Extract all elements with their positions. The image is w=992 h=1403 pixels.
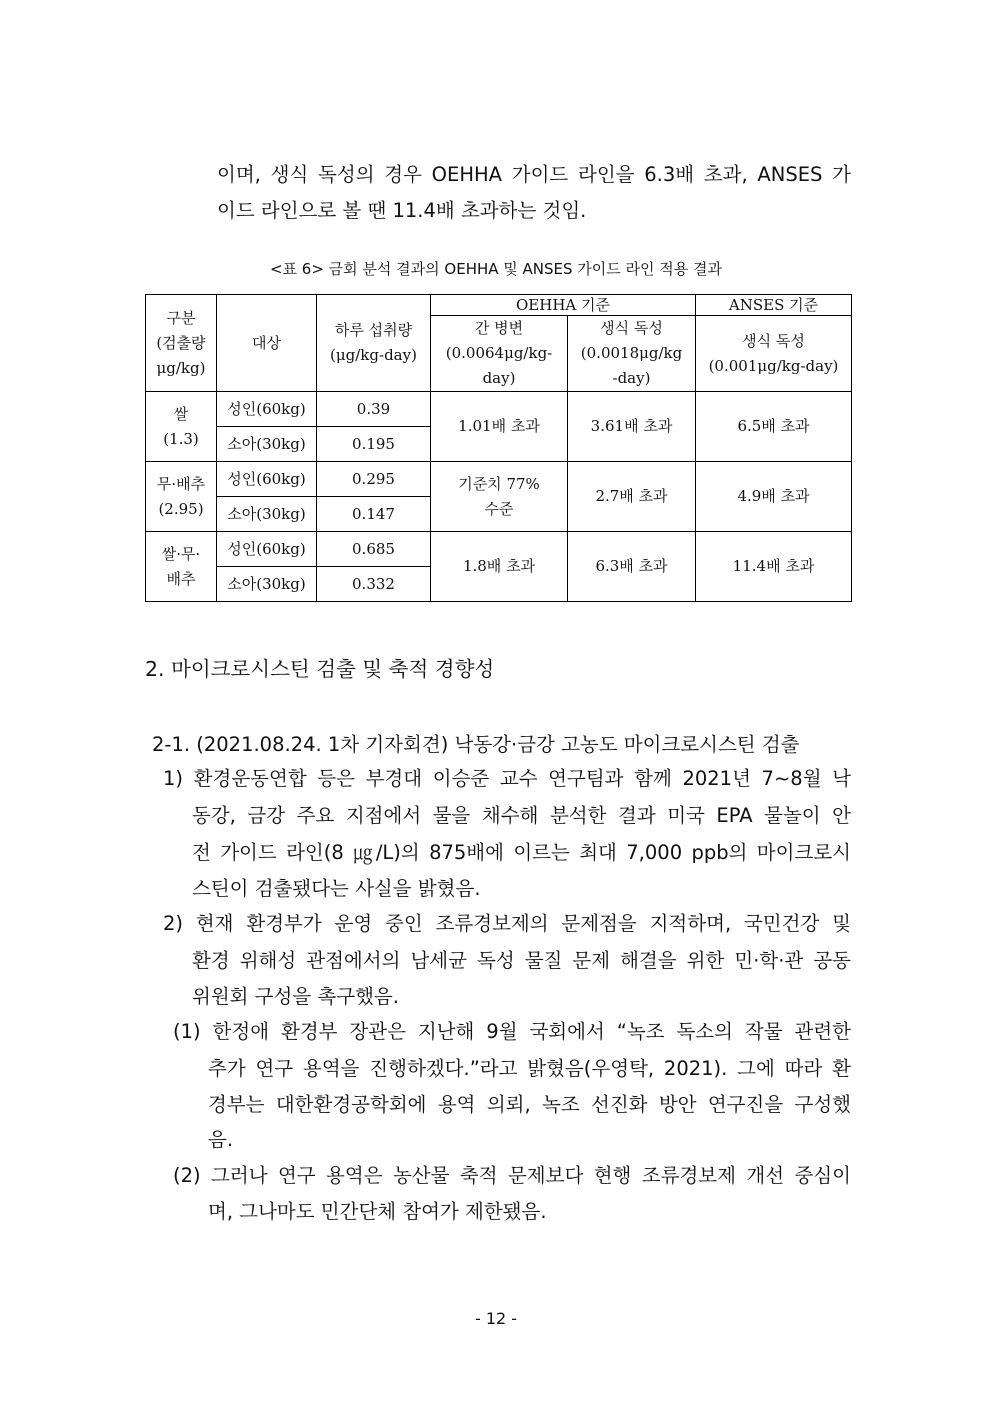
item-2-line-1: 2) 현재 환경부가 운영 중인 조류경보제의 문제점을 지적하며, 국민건강 및 [163,912,851,935]
liver-cell: 1.8배 초과 [431,532,568,602]
item-2-line-2: 환경 위해성 관점에서의 남세균 독성 물질 문제 해결을 위한 민·학·관 공동 [192,949,851,972]
target-cell: 성인(60kg) [217,462,317,497]
target-cell: 소아(30kg) [217,427,317,462]
intro-line-2: 이드 라인으로 볼 땐 11.4배 초과하는 것임. [217,199,587,222]
category-cell: 무·배추 (2.95) [146,462,217,532]
anses-cell: 4.9배 초과 [696,462,852,532]
repro-cell: 3.61배 초과 [568,392,696,462]
repro-cell: 2.7배 초과 [568,462,696,532]
item-1-line-2: 동강, 금강 주요 지점에서 물을 채수해 분석한 결과 미국 EPA 물놀이 안 [192,804,851,827]
header-oehha: OEHHA 기준 [431,295,696,316]
item-2-line-3: 위원회 구성을 촉구했음. [192,985,399,1008]
table-row [146,462,852,497]
category-cell: 쌀 (1.3) [146,392,217,462]
liver-cell: 기준치 77% 수준 [431,462,568,532]
sub-1-line-1: (1) 한정애 환경부 장관은 지난해 9월 국회에서 “녹조 독소의 작물 관련한 [173,1020,851,1043]
item-1-line-1: 1) 환경운동연합 등은 부경대 이승준 교수 연구팀과 함께 2021년 7~8월 낙 [163,767,851,790]
sub-2-line-2: 며, 그나마도 민간단체 참여가 제한됐음. [208,1200,547,1223]
page-number: - 12 - [474,1309,518,1328]
header-liver: 간 병변 (0.0064μg/kg- day) [431,316,568,392]
anses-cell: 6.5배 초과 [696,392,852,462]
item-1-line-4: 스틴이 검출됐다는 사실을 밝혔음. [192,877,481,900]
anses-cell: 11.4배 초과 [696,532,852,602]
target-cell: 성인(60kg) [217,532,317,567]
category-cell: 쌀·무· 배추 [146,532,217,602]
guideline-table [145,294,852,602]
table-row [146,392,852,427]
intake-cell: 0.147 [317,497,431,532]
intake-cell: 0.39 [317,392,431,427]
table-row [146,532,852,567]
sub-1-line-3: 경부는 대한환경공학회에 용역 의뢰, 녹조 선진화 방안 연구진을 구성했 [208,1093,851,1116]
repro-cell: 6.3배 초과 [568,532,696,602]
liver-cell: 1.01배 초과 [431,392,568,462]
header-repro: 생식 독성 (0.0018μg/kg -day) [568,316,696,392]
subheading: 2-1. (2021.08.24. 1차 기자회견) 낙동강·금강 고농도 마이크로시스틴 검출 [152,733,800,756]
intake-cell: 0.685 [317,532,431,567]
intro-line-1: 이며, 생식 독성의 경우 OEHHA 가이드 라인을 6.3배 초과, ANSES 가 [217,163,851,186]
header-category: 구분 (검출량 μg/kg) [146,295,217,392]
sub-1-line-4: 음. [208,1128,234,1151]
target-cell: 성인(60kg) [217,392,317,427]
header-intake: 하루 섭취량 (μg/kg-day) [317,295,431,392]
intake-cell: 0.195 [317,427,431,462]
sub-2-line-1: (2) 그러나 연구 용역은 농산물 축적 문제보다 현행 조류경보제 개선 중심이 [173,1164,851,1187]
target-cell: 소아(30kg) [217,497,317,532]
header-anses: ANSES 기준 [696,295,852,316]
header-anses-repro: 생식 독성 (0.001μg/kg-day) [696,316,852,392]
section-heading: 2. 마이크로시스틴 검출 및 축적 경향성 [145,657,495,681]
table-caption: <표 6> 금회 분석 결과의 OEHHA 및 ANSES 가이드 라인 적용 결과 [269,260,723,278]
header-target: 대상 [217,295,317,392]
item-1-line-3: 전 가이드 라인(8 ㎍/L)의 875배에 이르는 최대 7,000 ppb의 마이크로시 [192,841,851,864]
intake-cell: 0.332 [317,567,431,602]
sub-1-line-2: 추가 연구 용역을 진행하겠다.”라고 밝혔음(우영탁, 2021). 그에 따라 환 [208,1057,851,1080]
target-cell: 소아(30kg) [217,567,317,602]
intake-cell: 0.295 [317,462,431,497]
